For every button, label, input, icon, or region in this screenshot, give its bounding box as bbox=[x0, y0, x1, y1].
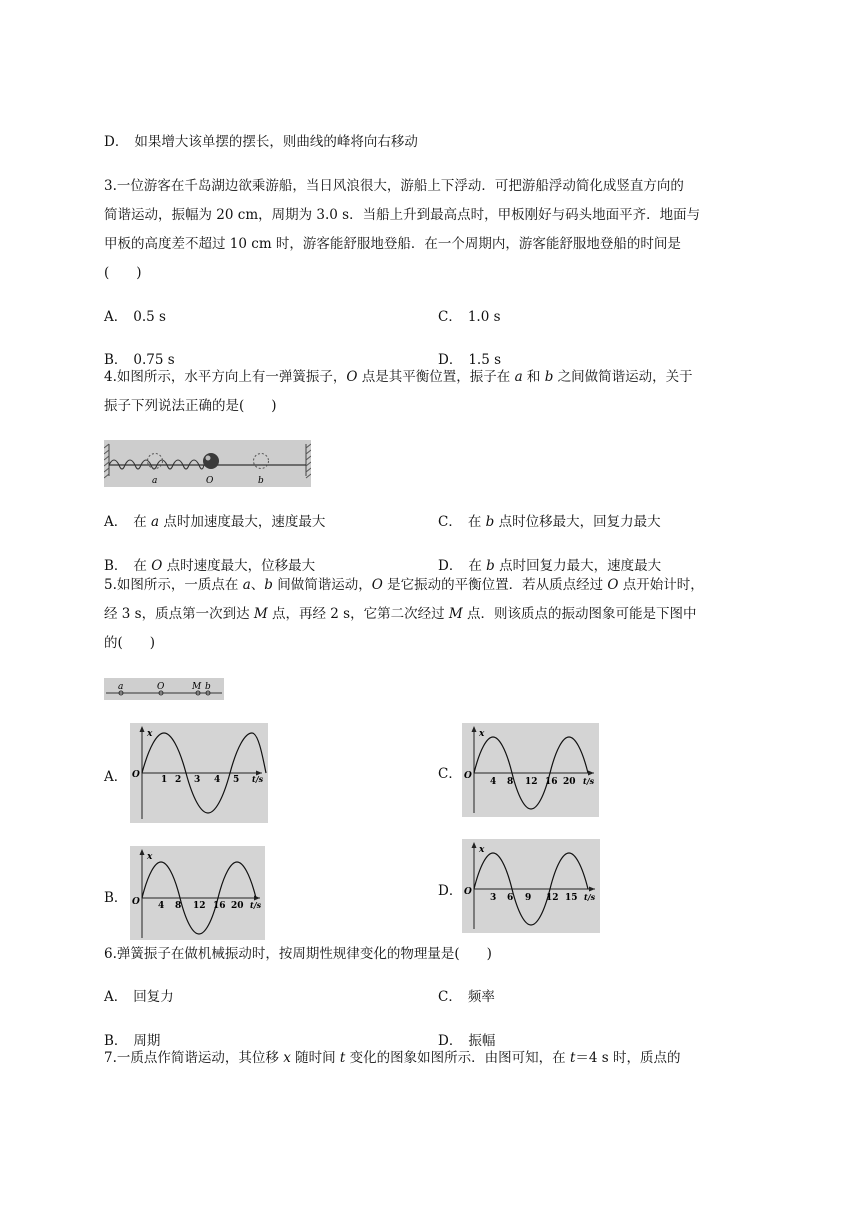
tick-label: 16 bbox=[545, 777, 558, 787]
point-m: M bbox=[253, 606, 268, 622]
q5-stem-line-1 bbox=[104, 571, 758, 600]
option-text: 频率 bbox=[467, 989, 495, 1005]
graph-a bbox=[130, 723, 268, 823]
point-b: b bbox=[486, 558, 495, 574]
axis-label-t: t/s bbox=[250, 900, 262, 910]
graph-option-d-label: D． bbox=[438, 883, 463, 899]
q5-stem-line-2 bbox=[104, 600, 758, 629]
label-b: b bbox=[205, 682, 211, 692]
option-text: 0.75 s bbox=[133, 352, 175, 368]
option-text: 点时加速度最大，速度最大 bbox=[159, 514, 326, 530]
graph-c bbox=[462, 723, 599, 817]
point-b: b bbox=[264, 577, 273, 593]
stem-text: 一质点作简谐运动，其位移 bbox=[116, 1050, 284, 1066]
option-text: 振幅 bbox=[468, 1033, 496, 1049]
point-b: b bbox=[544, 369, 554, 385]
tick-label: 5 bbox=[233, 775, 240, 785]
ball-o bbox=[203, 453, 219, 469]
q4-stem-line-1 bbox=[104, 363, 758, 392]
question-number: 7. bbox=[104, 1050, 117, 1066]
point-o: O bbox=[151, 558, 163, 574]
option-text: 在 bbox=[468, 558, 487, 574]
q5-stem-line-3: 的( ) bbox=[104, 635, 156, 651]
option-label: B． bbox=[104, 352, 128, 368]
axis-label-x: x bbox=[147, 852, 153, 862]
axis-label-x: x bbox=[479, 729, 485, 739]
stem-text: 一位游客在千岛湖边欲乘游船，当日风浪很大，游船上下浮动．可把游船浮动简化成竖直方向的 bbox=[116, 178, 684, 194]
q6-stem bbox=[104, 942, 492, 962]
tick-label: 15 bbox=[565, 893, 578, 903]
axis-label-t: t/s bbox=[584, 892, 596, 902]
question-number: 5. bbox=[104, 577, 117, 593]
option-text: 点时位移最大，回复力最大 bbox=[494, 514, 661, 530]
point-a: a bbox=[514, 369, 523, 385]
q3-option-c bbox=[438, 305, 501, 325]
point-a: a bbox=[151, 514, 160, 530]
axis-label-t: t/s bbox=[252, 774, 264, 784]
tick-label: 20 bbox=[563, 777, 576, 787]
option-label: C． bbox=[438, 989, 462, 1005]
var-t: t bbox=[569, 1050, 576, 1066]
q3-option-a bbox=[104, 305, 166, 325]
stem-text: 弹簧振子在做机械振动时，按周期性规律变化的物理量是( ) bbox=[116, 946, 492, 962]
q6-option-c bbox=[438, 985, 495, 1005]
option-label: D． bbox=[438, 352, 463, 368]
label-a: a bbox=[152, 476, 158, 486]
stem-text: 如图所示，水平方向上有一弹簧振子， bbox=[116, 369, 347, 385]
stem-text: 随时间 bbox=[290, 1050, 340, 1066]
tick-label: 20 bbox=[231, 901, 244, 911]
tick-label: 12 bbox=[525, 777, 538, 787]
q4-option-a bbox=[104, 510, 325, 530]
q6-option-a bbox=[104, 985, 174, 1005]
option-label: A． bbox=[104, 309, 128, 325]
q4-option-c bbox=[438, 510, 661, 530]
q2-option-d bbox=[104, 130, 418, 150]
stem-text: ＝4 s 时，质点的 bbox=[575, 1050, 681, 1066]
axis-label-x: x bbox=[147, 729, 153, 739]
option-label: A． bbox=[104, 514, 128, 530]
points-line-figure bbox=[104, 678, 224, 700]
stem-text: 是它振动的平衡位置．若从质点经过 bbox=[382, 577, 608, 593]
point-o: O bbox=[607, 577, 619, 593]
option-label: A． bbox=[104, 989, 128, 1005]
stem-text: 如图所示，一质点在 bbox=[116, 577, 243, 593]
tick-label: 3 bbox=[194, 775, 201, 785]
axis-label-t: t/s bbox=[583, 776, 595, 786]
graph-option-a-label: A． bbox=[104, 769, 128, 785]
tick-label: 6 bbox=[507, 893, 514, 903]
origin-label: O bbox=[132, 770, 140, 780]
label-o: O bbox=[157, 682, 165, 692]
option-text: 1.0 s bbox=[467, 309, 501, 325]
point-a: a bbox=[242, 577, 251, 593]
point-o: O bbox=[346, 369, 358, 385]
stem-text: 点是其平衡位置，振子在 bbox=[357, 369, 515, 385]
option-text: 点时回复力最大，速度最大 bbox=[494, 558, 662, 574]
origin-label: O bbox=[464, 887, 472, 897]
option-text: 在 bbox=[467, 514, 486, 530]
label-b: b bbox=[258, 476, 264, 486]
q3-stem bbox=[104, 172, 758, 288]
question-number: 4. bbox=[104, 369, 117, 385]
q5-stem bbox=[104, 571, 758, 658]
graph-d bbox=[462, 839, 600, 933]
option-label: D． bbox=[438, 558, 463, 574]
option-text: 1.5 s bbox=[468, 352, 502, 368]
stem-text: 之间做简谐运动，关于 bbox=[553, 369, 693, 385]
option-text: 点时速度最大，位移最大 bbox=[162, 558, 316, 574]
option-text: 如果增大该单摆的摆长，则曲线的峰将向右移动 bbox=[134, 134, 418, 150]
q4-stem bbox=[104, 363, 758, 421]
graph-b bbox=[130, 846, 265, 940]
option-label: D． bbox=[438, 1033, 463, 1049]
option-text: 周期 bbox=[133, 1033, 161, 1049]
origin-label: O bbox=[132, 897, 140, 907]
tick-label: 4 bbox=[490, 777, 497, 787]
tick-label: 12 bbox=[193, 901, 206, 911]
tick-label: 4 bbox=[214, 775, 221, 785]
stem-text: 经 3 s，质点第一次到达 bbox=[104, 606, 254, 622]
var-x: x bbox=[283, 1050, 291, 1066]
tick-label: 12 bbox=[546, 893, 559, 903]
tick-label: 8 bbox=[175, 901, 182, 911]
option-label: C． bbox=[438, 514, 462, 530]
tick-label: 4 bbox=[158, 901, 165, 911]
point-o: O bbox=[371, 577, 383, 593]
answer-blank: ( ) bbox=[104, 265, 142, 281]
q3-stem-line-3: 甲板的高度差不超过 10 cm 时，游客能舒服地登船．在一个周期内，游客能舒服地登船的时间是 bbox=[104, 236, 681, 252]
q7-stem bbox=[104, 1046, 680, 1066]
tick-label: 1 bbox=[161, 775, 168, 785]
tick-label: 16 bbox=[213, 901, 226, 911]
option-text: 在 bbox=[133, 514, 152, 530]
question-number: 3. bbox=[104, 178, 117, 194]
option-label: B． bbox=[104, 1033, 128, 1049]
q3-stem-line-2: 简谐运动，振幅为 20 cm，周期为 3.0 s．当船上升到最高点时，甲板刚好与码头地面平齐．地面与 bbox=[104, 207, 701, 223]
option-text: 0.5 s bbox=[133, 309, 166, 325]
option-text: 回复力 bbox=[133, 989, 174, 1005]
stem-text: 间做简谐运动， bbox=[272, 577, 372, 593]
point-b: b bbox=[485, 514, 495, 530]
option-label: C． bbox=[438, 309, 462, 325]
option-label: B． bbox=[104, 558, 128, 574]
point-m: M bbox=[448, 606, 463, 622]
var-t: t bbox=[339, 1050, 346, 1066]
stem-text: 、 bbox=[250, 577, 265, 593]
label-o: O bbox=[206, 476, 214, 486]
tick-label: 9 bbox=[525, 893, 532, 903]
q3-stem-line-1 bbox=[104, 172, 758, 201]
tick-label: 8 bbox=[507, 777, 514, 787]
stem-text: 点．则该质点的振动图象可能是下图中 bbox=[462, 606, 697, 622]
stem-text: 和 bbox=[522, 369, 545, 385]
label-m: M bbox=[192, 682, 202, 692]
label-a: a bbox=[118, 682, 124, 692]
dashed-ball-b bbox=[254, 454, 269, 469]
origin-label: O bbox=[464, 771, 472, 781]
tick-label: 2 bbox=[175, 775, 182, 785]
stem-text: 变化的图象如图所示．由图可知，在 bbox=[345, 1050, 570, 1066]
tick-label: 3 bbox=[490, 893, 497, 903]
stem-text: 点，再经 2 s，它第二次经过 bbox=[267, 606, 449, 622]
graph-option-c-label: C． bbox=[438, 766, 462, 782]
axis-label-x: x bbox=[479, 845, 485, 855]
option-text: 在 bbox=[133, 558, 152, 574]
stem-text: 点开始计时， bbox=[618, 577, 704, 593]
graph-option-b-label: B． bbox=[104, 890, 128, 906]
question-number: 6. bbox=[104, 946, 117, 962]
option-label: D． bbox=[104, 134, 129, 150]
q4-stem-line-2: 振子下列说法正确的是( ) bbox=[104, 398, 277, 414]
spring-oscillator-figure bbox=[104, 440, 311, 487]
